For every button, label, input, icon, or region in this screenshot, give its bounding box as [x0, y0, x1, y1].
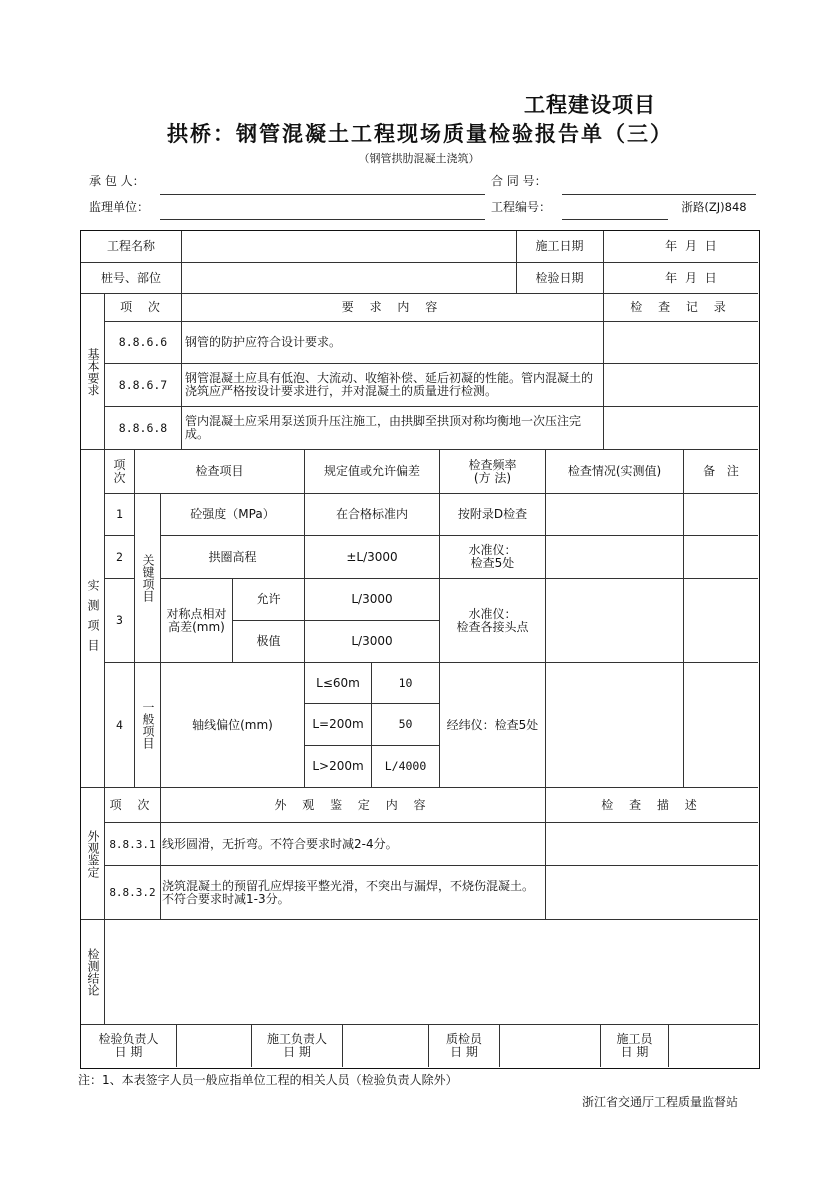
measured-row-spec: ±L/3000	[346, 549, 398, 564]
basic-row-text: 钢管混凝土应具有低泡、大流动、收缩补偿、延后初凝的性能。管内混凝土的浇筑应严格按设计要求进行，并对混凝土的质量进行检测。	[185, 371, 594, 398]
measured-subrow-spec: L/3000	[351, 592, 393, 606]
basic-row-text: 钢管的防护应符合设计要求。	[185, 335, 342, 349]
project-name-field[interactable]	[182, 231, 515, 262]
appearance-row-desc[interactable]	[546, 823, 758, 865]
measured-section-label: 实测项目	[86, 578, 100, 659]
appearance-row-code: 8.8.3.1	[109, 837, 156, 851]
general-items-label: 一般项目	[141, 701, 155, 749]
measured-row-item: 砼强度（MPa）	[190, 507, 275, 521]
measured-row-no: 3	[116, 613, 123, 627]
basic-row-record[interactable]	[604, 407, 758, 449]
signature-field-worker[interactable]	[669, 1025, 758, 1067]
conclusion-section-label: 检测结论	[86, 948, 100, 996]
basic-section-label: 基本要求	[86, 347, 100, 396]
basic-col-item: 项 次	[120, 300, 166, 314]
measured-row-remark[interactable]	[684, 663, 758, 787]
signature-field-qc[interactable]	[500, 1025, 600, 1067]
measured-subrow-cond: L≤60m	[316, 675, 360, 690]
construction-date-value[interactable]: 年 月 日	[665, 239, 717, 253]
inspection-date-label: 检验日期	[535, 270, 584, 285]
appearance-row-code: 8.8.3.2	[109, 886, 156, 899]
contractor-field[interactable]	[160, 194, 485, 195]
appearance-section-label: 外观鉴定	[86, 829, 100, 878]
footer-note: 注：1、本表签字人员一般应指单位工程的相关人员（检验负责人除外）	[78, 1072, 458, 1087]
inspection-date-value[interactable]: 年 月 日	[665, 270, 717, 285]
measured-row-freq: 水准仪： 检查5处	[468, 543, 517, 570]
measured-row-remark[interactable]	[684, 579, 758, 662]
supervisor-label: 监理单位：	[89, 199, 150, 214]
supervisor-field[interactable]	[160, 219, 485, 220]
page-title: 拱桥：钢管混凝土工程现场质量检验报告单（三）	[167, 121, 673, 146]
measured-row-remark[interactable]	[684, 494, 758, 535]
project-no-field[interactable]	[562, 219, 668, 220]
measured-row-remark[interactable]	[684, 536, 758, 578]
appearance-col-content: 外 观 鉴 定 内 容	[274, 797, 432, 812]
appearance-col-item: 项 次	[109, 797, 156, 812]
measured-row-item: 拱圈高程	[208, 549, 257, 564]
measured-subrow-cond: L>200m	[312, 759, 364, 773]
measured-subrow-label: 允许	[256, 592, 281, 606]
measured-subrow-spec: L/4000	[384, 759, 427, 773]
appearance-col-desc: 检 查 描 述	[601, 797, 703, 812]
measured-row-no: 2	[116, 549, 123, 564]
measured-col-item: 检查项目	[195, 464, 244, 478]
measured-row-no: 4	[116, 717, 123, 732]
signature-label-construction-lead: 施工负责人 日 期	[266, 1032, 327, 1059]
key-items-label: 关键项目	[141, 554, 155, 602]
measured-row-freq: 经纬仪：检查5处	[446, 717, 539, 732]
measured-row-freq: 按附录D检查	[457, 507, 528, 521]
basic-row-record[interactable]	[604, 364, 758, 406]
appearance-row-desc[interactable]	[546, 866, 758, 919]
measured-row-no: 1	[116, 507, 123, 521]
contract-no-field[interactable]	[562, 194, 756, 195]
measured-col-spec: 规定值或允许偏差	[323, 464, 420, 478]
contractor-label: 承 包 人：	[89, 173, 145, 188]
title-line-1: 工程建设项目	[524, 92, 656, 117]
footer-org: 浙江省交通厅工程质量监督站	[581, 1094, 738, 1109]
signature-label-inspector: 检验负责人 日 期	[98, 1032, 159, 1059]
station-label: 桩号、部位	[100, 270, 161, 285]
basic-row-code: 8.8.6.8	[118, 420, 168, 435]
basic-row-code: 8.8.6.7	[118, 377, 168, 392]
measured-row-freq: 水准仪： 检查各接头点	[456, 606, 529, 634]
basic-row-text: 管内混凝土应采用泵送顶升压注施工，由拱脚至拱顶对称均衡地一次压注完成。	[185, 414, 582, 441]
contract-no-label: 合 同 号：	[491, 173, 547, 188]
conclusion-field[interactable]	[105, 920, 758, 1024]
appearance-row-text: 浇筑混凝土的预留孔应焊接平整光滑，不突出与漏焊，不烧伤混凝土。不符合要求时减1-3分。	[162, 878, 535, 906]
project-name-label: 工程名称	[106, 239, 155, 253]
measured-row-spec: 在合格标准内	[335, 507, 408, 521]
basic-col-record: 检 查 记 录	[630, 300, 732, 314]
measured-col-freq: 检查频率 (方 法)	[468, 457, 517, 485]
signature-label-worker: 施工员 日 期	[616, 1032, 653, 1059]
measured-row-result[interactable]	[546, 494, 683, 535]
appearance-row-text: 线形圆滑，无折弯。不符合要求时减2-4分。	[162, 836, 398, 851]
basic-col-content: 要 求 内 容	[341, 300, 444, 314]
measured-row-result[interactable]	[546, 663, 683, 787]
signature-field-inspector[interactable]	[177, 1025, 251, 1067]
measured-col-remark: 备 注	[703, 464, 739, 478]
measured-row-result[interactable]	[546, 579, 683, 662]
station-field[interactable]	[182, 263, 515, 293]
project-no-label: 工程编号：	[491, 199, 552, 214]
measured-row-result[interactable]	[546, 536, 683, 578]
measured-subrow-spec: 10	[398, 675, 413, 690]
subtitle: （钢管拱肋混凝土浇筑）	[358, 151, 480, 165]
signature-field-construction-lead[interactable]	[343, 1025, 428, 1067]
basic-row-record[interactable]	[604, 322, 758, 363]
form-code: 浙路(ZJ)848	[681, 199, 747, 214]
measured-subrow-spec: 50	[398, 717, 413, 731]
measured-col-result: 检查情况(实测值)	[567, 464, 662, 478]
signature-label-qc: 质检员 日 期	[445, 1032, 482, 1059]
measured-row-item: 对称点相对 高差(mm)	[166, 606, 227, 634]
basic-row-code: 8.8.6.6	[118, 335, 168, 349]
construction-date-label: 施工日期	[535, 239, 584, 253]
measured-subrow-spec: L/3000	[351, 634, 393, 648]
measured-subrow-cond: L=200m	[312, 717, 364, 731]
measured-col-no: 项次	[113, 457, 126, 485]
measured-subrow-label: 极值	[256, 634, 281, 648]
measured-row-item: 轴线偏位(mm)	[192, 717, 273, 732]
